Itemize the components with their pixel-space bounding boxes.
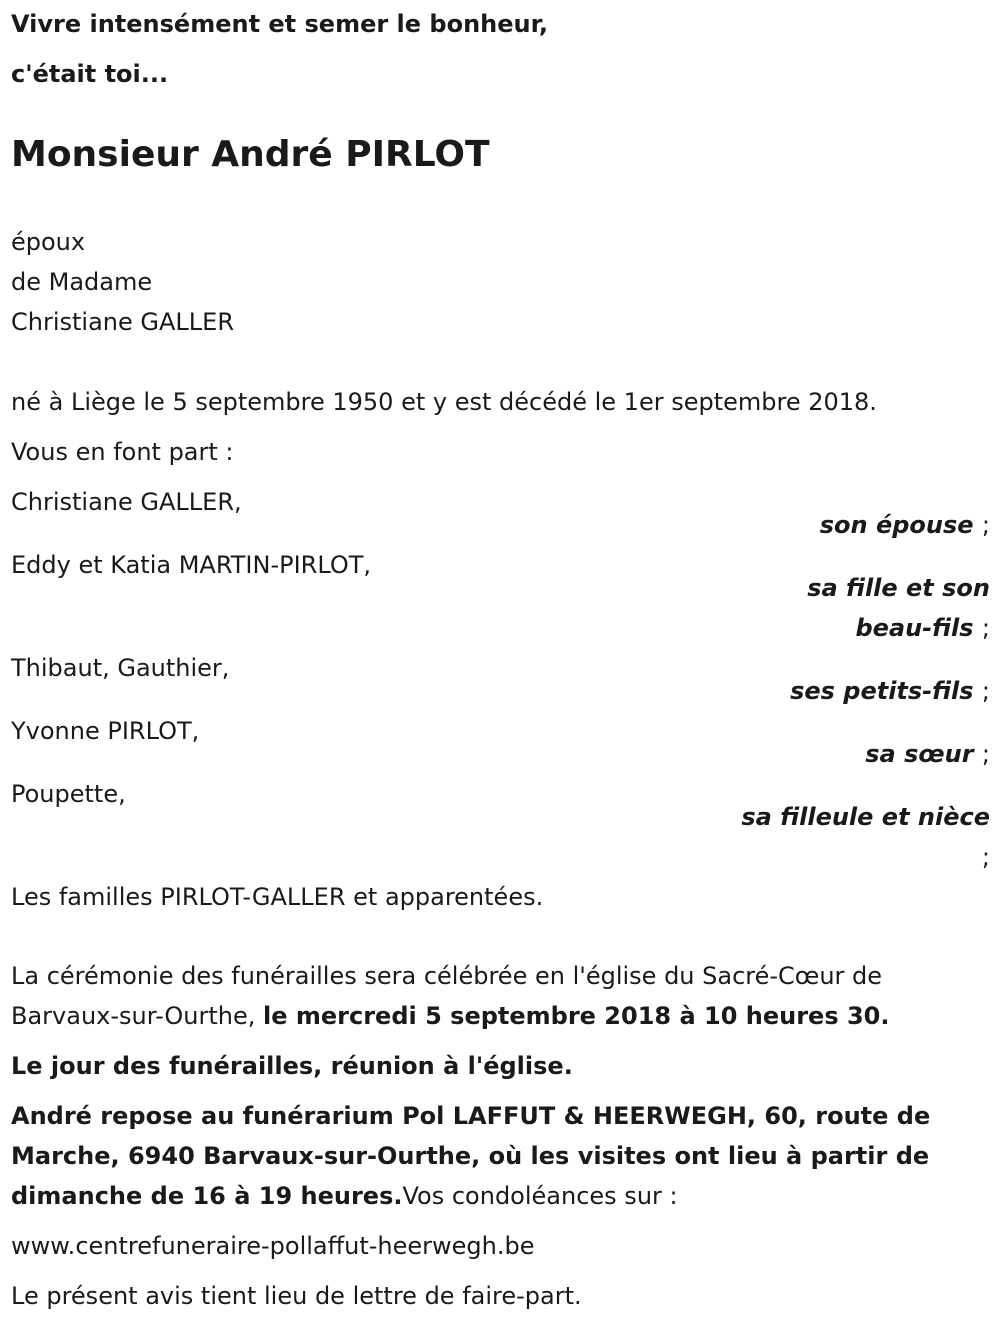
- family-relation-1: son épouse ;: [819, 511, 990, 539]
- family-relation-5-separator: [982, 843, 990, 871]
- family-relation-2b: beau-fils ;: [855, 614, 990, 642]
- closing-text: Le présent avis tient lieu de lettre de faire-part.: [11, 1282, 582, 1310]
- website-link[interactable]: www.centrefuneraire-pollaffut-heerwegh.be: [11, 1232, 535, 1260]
- page-title: Monsieur André PIRLOT: [11, 134, 490, 175]
- family-relation-2a: sa fille et son: [807, 574, 990, 602]
- birth-death-text: né à Liège le 5 septembre 1950 et y est décédé le 1er septembre 2018.: [11, 388, 877, 416]
- meeting-text: Le jour des funérailles, réunion à l'église.: [11, 1052, 573, 1080]
- family-name-3: Thibaut, Gauthier,: [11, 654, 230, 682]
- families-text: Les familles PIRLOT-GALLER et apparentées.: [11, 883, 544, 911]
- spouse-line-1: époux: [11, 228, 86, 256]
- ceremony-line-1: La cérémonie des funérailles sera célébrée en l'église du Sacré-Cœur de: [11, 962, 883, 990]
- separator: ;: [981, 614, 990, 642]
- separator: ;: [981, 740, 990, 768]
- family-name-1: Christiane GALLER,: [11, 488, 242, 516]
- rest-line-3: dimanche de 16 à 19 heures.Vos condoléances sur :: [11, 1182, 678, 1210]
- rest-line-1: André repose au funérarium Pol LAFFUT & HEERWEGH, 60, route de: [11, 1102, 931, 1130]
- spouse-line-2: de Madame: [11, 268, 153, 296]
- spouse-line-3: Christiane GALLER: [11, 308, 234, 336]
- separator: ;: [981, 511, 990, 539]
- announce-text: Vous en font part :: [11, 438, 234, 466]
- family-name-2: Eddy et Katia MARTIN-PIRLOT,: [11, 551, 372, 579]
- ceremony-line-2: Barvaux-sur-Ourthe, le mercredi 5 septembre 2018 à 10 heures 30.: [11, 1002, 890, 1030]
- family-relation-5: sa filleule et nièce: [741, 803, 990, 831]
- quote-line-1: Vivre intensément et semer le bonheur,: [11, 10, 549, 38]
- family-relation-3: ses petits-fils ;: [790, 677, 990, 705]
- quote-line-2: c'était toi...: [11, 60, 169, 88]
- family-name-5: Poupette,: [11, 780, 126, 808]
- family-relation-4: sa sœur ;: [865, 740, 990, 768]
- ceremony-date: le mercredi 5 septembre 2018 à 10 heures 30.: [263, 1002, 890, 1030]
- family-name-4: Yvonne PIRLOT,: [11, 717, 200, 745]
- separator: ;: [981, 843, 990, 871]
- rest-line-2: Marche, 6940 Barvaux-sur-Ourthe, où les visites ont lieu à partir de: [11, 1142, 930, 1170]
- separator: ;: [981, 677, 990, 705]
